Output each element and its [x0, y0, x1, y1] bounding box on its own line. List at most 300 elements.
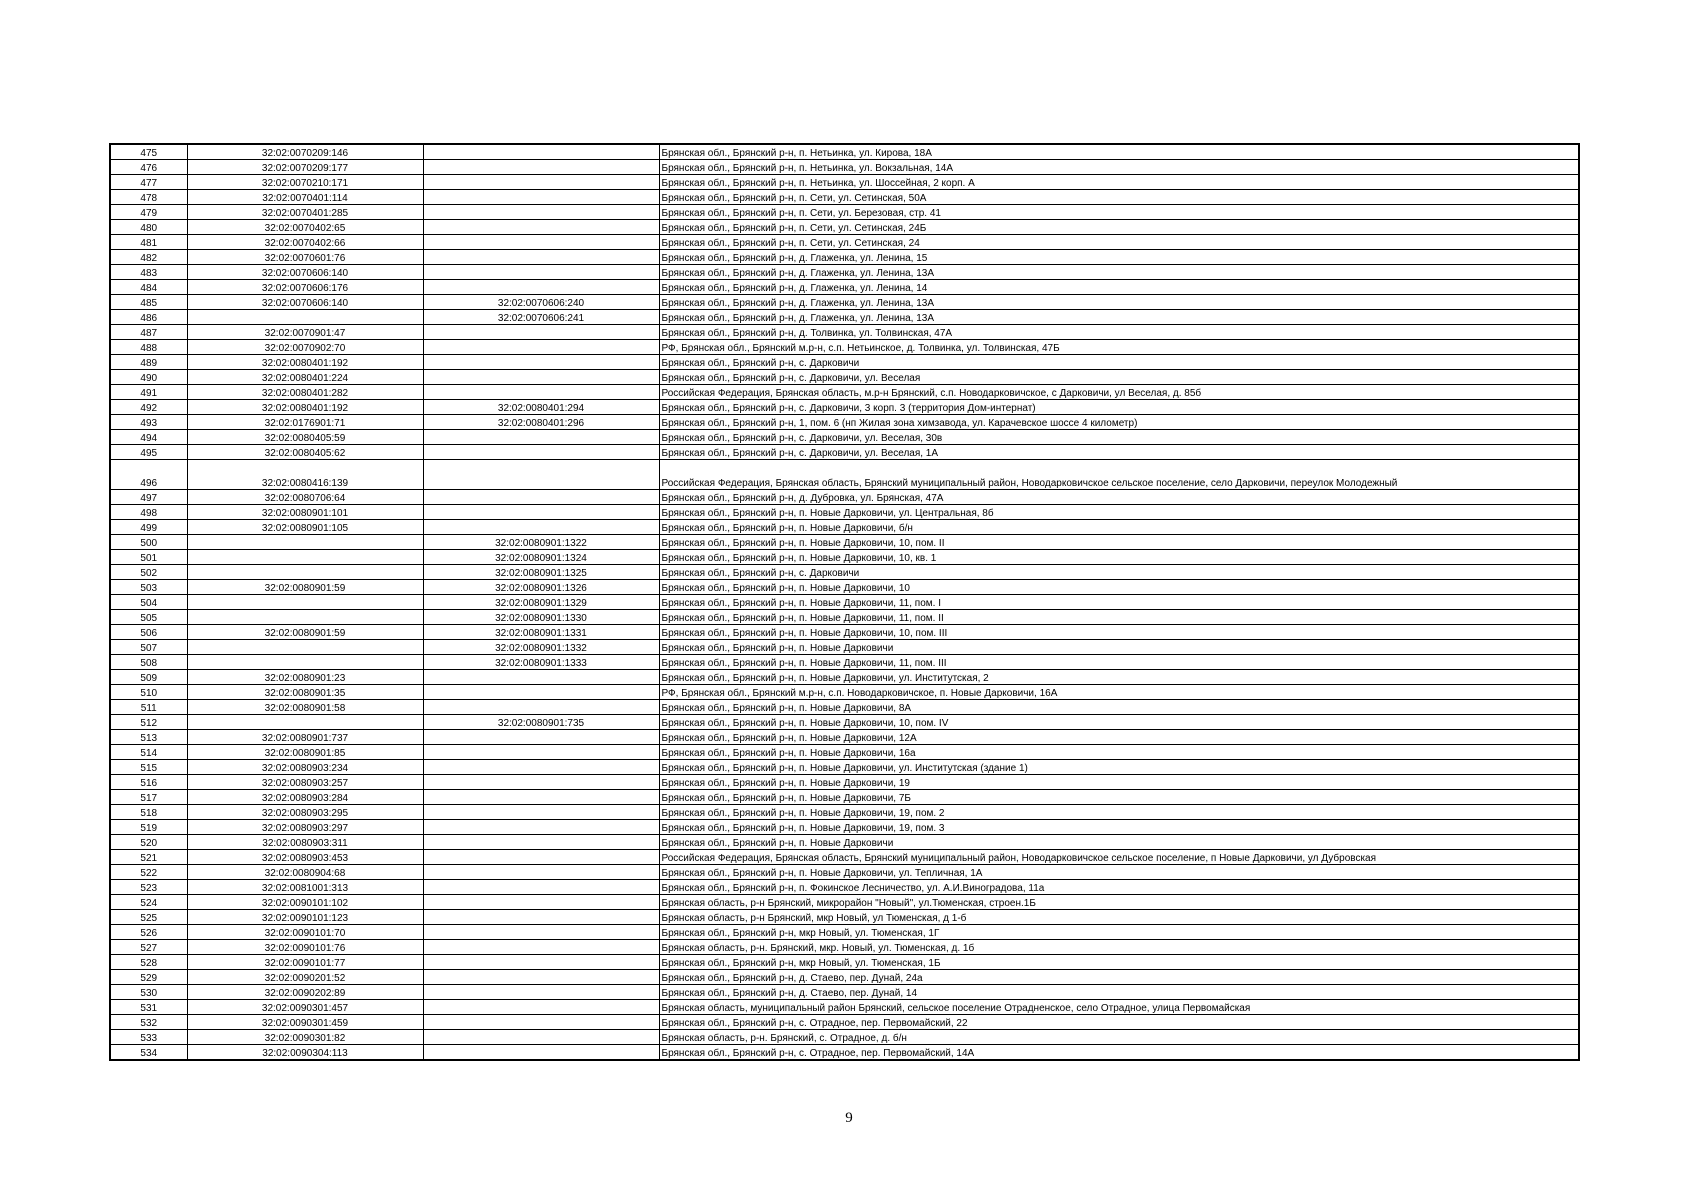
sub-cadastral-number-cell	[423, 1015, 659, 1030]
sub-cadastral-number-cell	[423, 280, 659, 295]
sub-cadastral-number-cell	[423, 370, 659, 385]
row-number-cell: 522	[110, 865, 187, 880]
address-cell: Брянская обл., Брянский р-н, п. Новые Дарковичи, 11, пом. III	[659, 655, 1579, 670]
address-cell: Брянская обл., Брянский р-н, п. Новые Дарковичи, 19	[659, 775, 1579, 790]
row-number-cell: 485	[110, 295, 187, 310]
cadastral-number-cell	[187, 655, 423, 670]
table-row	[110, 535, 1579, 550]
row-number-cell: 501	[110, 550, 187, 565]
address-cell: Брянская обл., Брянский р-н, мкр Новый, ул. Тюменская, 1Б	[659, 955, 1579, 970]
table-row	[110, 400, 1579, 415]
sub-cadastral-number-cell	[423, 460, 659, 490]
row-number-cell: 517	[110, 790, 187, 805]
cadastral-number-cell: 32:02:0090202:89	[187, 985, 423, 1000]
row-number-cell: 475	[110, 144, 187, 160]
sub-cadastral-number-cell: 32:02:0080901:1330	[423, 610, 659, 625]
row-number-cell: 505	[110, 610, 187, 625]
address-cell: Брянская обл., Брянский р-н, д. Глаженка, ул. Ленина, 14	[659, 280, 1579, 295]
table-row	[110, 850, 1579, 865]
address-cell: Брянская обл., Брянский р-н, с. Дарковичи, ул. Веселая, 1А	[659, 445, 1579, 460]
table-row	[110, 1015, 1579, 1030]
table-row	[110, 144, 1579, 160]
sub-cadastral-number-cell	[423, 940, 659, 955]
sub-cadastral-number-cell	[423, 805, 659, 820]
row-number-cell: 481	[110, 235, 187, 250]
table-row	[110, 565, 1579, 580]
cadastral-number-cell	[187, 640, 423, 655]
address-cell: Брянская обл., Брянский р-н, п. Новые Дарковичи, б/н	[659, 520, 1579, 535]
sub-cadastral-number-cell	[423, 505, 659, 520]
row-number-cell: 516	[110, 775, 187, 790]
table-row	[110, 880, 1579, 895]
address-cell: Брянская обл., Брянский р-н, п. Новые Дарковичи, 10, пом. IV	[659, 715, 1579, 730]
sub-cadastral-number-cell	[423, 250, 659, 265]
table-row	[110, 280, 1579, 295]
page-number: 9	[845, 1110, 853, 1126]
row-number-cell: 504	[110, 595, 187, 610]
address-cell: Брянская обл., Брянский р-н, п. Новые Дарковичи, 10, пом. III	[659, 625, 1579, 640]
row-number-cell: 521	[110, 850, 187, 865]
address-cell: Брянская обл., Брянский р-н, д. Глаженка, ул. Ленина, 13А	[659, 265, 1579, 280]
address-cell: Брянская обл., Брянский р-н, п. Новые Дарковичи, 16а	[659, 745, 1579, 760]
table-row	[110, 415, 1579, 430]
sub-cadastral-number-cell	[423, 955, 659, 970]
cadastral-number-cell: 32:02:0080901:58	[187, 700, 423, 715]
cadastral-number-cell: 32:02:0080901:737	[187, 730, 423, 745]
sub-cadastral-number-cell	[423, 1030, 659, 1045]
cadastral-number-cell: 32:02:0070210:171	[187, 175, 423, 190]
sub-cadastral-number-cell	[423, 895, 659, 910]
cadastral-number-cell: 32:02:0080903:295	[187, 805, 423, 820]
address-cell: Брянская обл., Брянский р-н, д. Дубровка, ул. Брянская, 47А	[659, 490, 1579, 505]
table-body	[110, 144, 1579, 1060]
sub-cadastral-number-cell	[423, 700, 659, 715]
cadastral-number-cell: 32:02:0070901:47	[187, 325, 423, 340]
address-cell: Брянская обл., Брянский р-н, с. Отрадное, пер. Первомайский, 22	[659, 1015, 1579, 1030]
table-row	[110, 235, 1579, 250]
cadastral-number-cell: 32:02:0080416:139	[187, 460, 423, 490]
row-number-cell: 526	[110, 925, 187, 940]
cadastral-number-cell: 32:02:0090101:70	[187, 925, 423, 940]
row-number-cell: 515	[110, 760, 187, 775]
address-cell: Брянская обл., Брянский р-н, д. Стаево, пер. Дунай, 14	[659, 985, 1579, 1000]
cadastral-number-cell: 32:02:0070209:177	[187, 160, 423, 175]
row-number-cell: 529	[110, 970, 187, 985]
cadastral-number-cell: 32:02:0090101:102	[187, 895, 423, 910]
row-number-cell: 476	[110, 160, 187, 175]
sub-cadastral-number-cell	[423, 685, 659, 700]
table-row	[110, 580, 1579, 595]
row-number-cell: 523	[110, 880, 187, 895]
sub-cadastral-number-cell	[423, 820, 659, 835]
cadastral-number-cell: 32:02:0090101:123	[187, 910, 423, 925]
table-row	[110, 640, 1579, 655]
address-cell: Брянская обл., Брянский р-н, п. Новые Дарковичи, 10, кв. 1	[659, 550, 1579, 565]
sub-cadastral-number-cell	[423, 775, 659, 790]
address-cell: РФ, Брянская обл., Брянский м.р-н, с.п. Нетьинское, д. Толвинка, ул. Толвинская, 47Б	[659, 340, 1579, 355]
address-cell: Брянская обл., Брянский р-н, д. Глаженка, ул. Ленина, 13А	[659, 295, 1579, 310]
address-cell: Брянская обл., Брянский р-н, п. Новые Дарковичи, 19, пом. 3	[659, 820, 1579, 835]
cadastral-number-cell: 32:02:0080901:105	[187, 520, 423, 535]
sub-cadastral-number-cell: 32:02:0080901:1326	[423, 580, 659, 595]
table-row	[110, 760, 1579, 775]
cadastral-number-cell: 32:02:0080901:35	[187, 685, 423, 700]
row-number-cell: 488	[110, 340, 187, 355]
cadastral-number-cell: 32:02:0090201:52	[187, 970, 423, 985]
cadastral-number-cell: 32:02:0090301:82	[187, 1030, 423, 1045]
address-cell: Брянская обл., Брянский р-н, п. Новые Дарковичи, 10	[659, 580, 1579, 595]
table-row	[110, 820, 1579, 835]
sub-cadastral-number-cell	[423, 445, 659, 460]
cadastral-number-cell: 32:02:0070402:65	[187, 220, 423, 235]
address-cell: Брянская обл., Брянский р-н, п. Новые Дарковичи, 11, пом. I	[659, 595, 1579, 610]
sub-cadastral-number-cell	[423, 925, 659, 940]
address-cell: Брянская обл., Брянский р-н, п. Новые Дарковичи, 8А	[659, 700, 1579, 715]
sub-cadastral-number-cell: 32:02:0080901:1329	[423, 595, 659, 610]
sub-cadastral-number-cell: 32:02:0070606:241	[423, 310, 659, 325]
cadastral-number-cell: 32:02:0080401:282	[187, 385, 423, 400]
address-cell: РФ, Брянская обл., Брянский м.р-н, с.п. Новодарковичское, п. Новые Дарковичи, 16А	[659, 685, 1579, 700]
table-row	[110, 355, 1579, 370]
sub-cadastral-number-cell	[423, 835, 659, 850]
table-row	[110, 940, 1579, 955]
property-registry-table	[109, 143, 1580, 1061]
table-row	[110, 895, 1579, 910]
sub-cadastral-number-cell	[423, 790, 659, 805]
address-cell: Брянская обл., Брянский р-н, п. Новые Дарковичи, 10, пом. II	[659, 535, 1579, 550]
row-number-cell: 512	[110, 715, 187, 730]
cadastral-number-cell: 32:02:0080901:85	[187, 745, 423, 760]
table-row	[110, 295, 1579, 310]
row-number-cell: 519	[110, 820, 187, 835]
cadastral-number-cell: 32:02:0070902:70	[187, 340, 423, 355]
table-row	[110, 955, 1579, 970]
row-number-cell: 525	[110, 910, 187, 925]
table-row	[110, 745, 1579, 760]
address-cell: Брянская обл., Брянский р-н, 1, пом. 6 (нп Жилая зона химзавода, ул. Карачевское шоссе 4 километр)	[659, 415, 1579, 430]
row-number-cell: 527	[110, 940, 187, 955]
sub-cadastral-number-cell	[423, 340, 659, 355]
address-cell: Брянская обл., Брянский р-н, д. Глаженка, ул. Ленина, 13А	[659, 310, 1579, 325]
sub-cadastral-number-cell: 32:02:0080401:294	[423, 400, 659, 415]
table-row	[110, 250, 1579, 265]
row-number-cell: 508	[110, 655, 187, 670]
row-number-cell: 494	[110, 430, 187, 445]
cadastral-number-cell: 32:02:0080401:192	[187, 355, 423, 370]
row-number-cell: 500	[110, 535, 187, 550]
table-row	[110, 325, 1579, 340]
cadastral-number-cell: 32:02:0090301:459	[187, 1015, 423, 1030]
sub-cadastral-number-cell	[423, 385, 659, 400]
table-row	[110, 595, 1579, 610]
cadastral-number-cell: 32:02:0080903:284	[187, 790, 423, 805]
table-row	[110, 655, 1579, 670]
table-row	[110, 340, 1579, 355]
sub-cadastral-number-cell	[423, 745, 659, 760]
table-row	[110, 775, 1579, 790]
table-row	[110, 805, 1579, 820]
table-row	[110, 610, 1579, 625]
row-number-cell: 482	[110, 250, 187, 265]
table-row	[110, 685, 1579, 700]
address-cell: Брянская область, р-н Брянский, мкр Новый, ул Тюменская, д 1-б	[659, 910, 1579, 925]
row-number-cell: 490	[110, 370, 187, 385]
address-cell: Брянская обл., Брянский р-н, д. Толвинка, ул. Толвинская, 47А	[659, 325, 1579, 340]
cadastral-number-cell: 32:02:0090101:76	[187, 940, 423, 955]
sub-cadastral-number-cell	[423, 1045, 659, 1061]
address-cell: Брянская область, р-н. Брянский, мкр. Новый, ул. Тюменская, д. 1б	[659, 940, 1579, 955]
row-number-cell: 479	[110, 205, 187, 220]
sub-cadastral-number-cell	[423, 520, 659, 535]
address-cell: Брянская обл., Брянский р-н, п. Новые Дарковичи, 12А	[659, 730, 1579, 745]
sub-cadastral-number-cell	[423, 985, 659, 1000]
address-cell: Брянская обл., Брянский р-н, п. Новые Дарковичи, ул. Институтская, 2	[659, 670, 1579, 685]
table-row	[110, 715, 1579, 730]
row-number-cell: 484	[110, 280, 187, 295]
cadastral-number-cell: 32:02:0080903:257	[187, 775, 423, 790]
cadastral-number-cell	[187, 565, 423, 580]
table-row	[110, 160, 1579, 175]
row-number-cell: 480	[110, 220, 187, 235]
sub-cadastral-number-cell	[423, 355, 659, 370]
cadastral-number-cell: 32:02:0080401:224	[187, 370, 423, 385]
row-number-cell: 506	[110, 625, 187, 640]
sub-cadastral-number-cell: 32:02:0080401:296	[423, 415, 659, 430]
address-cell: Брянская область, р-н Брянский, микрорайон "Новый", ул.Тюменская, строен.1Б	[659, 895, 1579, 910]
cadastral-number-cell: 32:02:0176901:71	[187, 415, 423, 430]
address-cell: Брянская обл., Брянский р-н, п. Сети, ул. Сетинская, 24	[659, 235, 1579, 250]
cadastral-number-cell: 32:02:0080903:297	[187, 820, 423, 835]
table-row	[110, 430, 1579, 445]
row-number-cell: 524	[110, 895, 187, 910]
row-number-cell: 502	[110, 565, 187, 580]
address-cell: Брянская область, муниципальный район Брянский, сельское поселение Отрадненское, село Отрадное, улица Первомайская	[659, 1000, 1579, 1015]
row-number-cell: 534	[110, 1045, 187, 1061]
row-number-cell: 483	[110, 265, 187, 280]
address-cell: Брянская обл., Брянский р-н, с. Дарковичи	[659, 355, 1579, 370]
table-row	[110, 175, 1579, 190]
table-row	[110, 1045, 1579, 1061]
cadastral-number-cell: 32:02:0080903:311	[187, 835, 423, 850]
table-row	[110, 190, 1579, 205]
cadastral-number-cell: 32:02:0090101:77	[187, 955, 423, 970]
address-cell: Российская Федерация, Брянская область, м.р-н Брянский, с.п. Новодарковичское, с Дарковичи, ул Веселая, д. 85б	[659, 385, 1579, 400]
cadastral-number-cell: 32:02:0080904:68	[187, 865, 423, 880]
sub-cadastral-number-cell: 32:02:0080901:1333	[423, 655, 659, 670]
address-cell: Брянская обл., Брянский р-н, с. Дарковичи	[659, 565, 1579, 580]
row-number-cell: 499	[110, 520, 187, 535]
cadastral-number-cell: 32:02:0080901:101	[187, 505, 423, 520]
row-number-cell: 507	[110, 640, 187, 655]
table-row	[110, 1000, 1579, 1015]
row-number-cell: 528	[110, 955, 187, 970]
cadastral-number-cell: 32:02:0081001:313	[187, 880, 423, 895]
cadastral-number-cell: 32:02:0090304:113	[187, 1045, 423, 1061]
table-row	[110, 790, 1579, 805]
table-row	[110, 460, 1579, 490]
address-cell: Брянская обл., Брянский р-н, п. Нетьинка, ул. Кирова, 18А	[659, 144, 1579, 160]
row-number-cell: 477	[110, 175, 187, 190]
table-row	[110, 700, 1579, 715]
row-number-cell: 511	[110, 700, 187, 715]
cadastral-number-cell	[187, 310, 423, 325]
address-cell: Брянская обл., Брянский р-н, с. Дарковичи, ул. Веселая, 30в	[659, 430, 1579, 445]
table-row	[110, 985, 1579, 1000]
sub-cadastral-number-cell	[423, 970, 659, 985]
row-number-cell: 487	[110, 325, 187, 340]
table-row	[110, 220, 1579, 235]
address-cell: Брянская обл., Брянский р-н, п. Новые Дарковичи	[659, 835, 1579, 850]
sub-cadastral-number-cell	[423, 235, 659, 250]
table-row	[110, 670, 1579, 685]
sub-cadastral-number-cell	[423, 175, 659, 190]
cadastral-number-cell: 32:02:0070606:140	[187, 265, 423, 280]
address-cell: Брянская обл., Брянский р-н, д. Стаево, пер. Дунай, 24а	[659, 970, 1579, 985]
table-row	[110, 910, 1579, 925]
sub-cadastral-number-cell	[423, 265, 659, 280]
address-cell: Брянская обл., Брянский р-н, с. Дарковичи, 3 корп. 3 (территория Дом-интернат)	[659, 400, 1579, 415]
cadastral-number-cell: 32:02:0070606:140	[187, 295, 423, 310]
sub-cadastral-number-cell	[423, 144, 659, 160]
address-cell: Брянская обл., Брянский р-н, мкр Новый, ул. Тюменская, 1Г	[659, 925, 1579, 940]
address-cell: Брянская обл., Брянский р-н, п. Новые Дарковичи, ул. Институтская (здание 1)	[659, 760, 1579, 775]
cadastral-number-cell: 32:02:0080901:59	[187, 625, 423, 640]
address-cell: Брянская обл., Брянский р-н, п. Новые Дарковичи, 19, пом. 2	[659, 805, 1579, 820]
cadastral-number-cell: 32:02:0070209:146	[187, 144, 423, 160]
address-cell: Брянская область, р-н. Брянский, с. Отрадное, д. б/н	[659, 1030, 1579, 1045]
row-number-cell: 510	[110, 685, 187, 700]
row-number-cell: 518	[110, 805, 187, 820]
cadastral-number-cell: 32:02:0080901:59	[187, 580, 423, 595]
cadastral-number-cell	[187, 550, 423, 565]
sub-cadastral-number-cell	[423, 730, 659, 745]
table-row	[110, 310, 1579, 325]
sub-cadastral-number-cell	[423, 670, 659, 685]
table-row	[110, 205, 1579, 220]
row-number-cell: 503	[110, 580, 187, 595]
cadastral-number-cell: 32:02:0080901:23	[187, 670, 423, 685]
cadastral-number-cell: 32:02:0070402:66	[187, 235, 423, 250]
address-cell: Брянская обл., Брянский р-н, п. Новые Дарковичи, ул. Тепличная, 1А	[659, 865, 1579, 880]
sub-cadastral-number-cell: 32:02:0080901:1325	[423, 565, 659, 580]
address-cell: Брянская обл., Брянский р-н, п. Новые Дарковичи, 11, пом. II	[659, 610, 1579, 625]
row-number-cell: 530	[110, 985, 187, 1000]
table-row	[110, 970, 1579, 985]
table-row	[110, 550, 1579, 565]
table-row	[110, 385, 1579, 400]
address-cell: Брянская обл., Брянский р-н, п. Новые Дарковичи, 7Б	[659, 790, 1579, 805]
cadastral-number-cell	[187, 715, 423, 730]
address-cell: Брянская обл., Брянский р-н, с. Отрадное, пер. Первомайский, 14А	[659, 1045, 1579, 1061]
row-number-cell: 491	[110, 385, 187, 400]
row-number-cell: 532	[110, 1015, 187, 1030]
address-cell: Брянская обл., Брянский р-н, п. Сети, ул. Сетинская, 50А	[659, 190, 1579, 205]
cadastral-number-cell: 32:02:0080401:192	[187, 400, 423, 415]
address-cell: Российская Федерация, Брянская область, Брянский муниципальный район, Новодарковичское сельское поселение, п Новые Дарковичи, ул Дубровская	[659, 850, 1579, 865]
row-number-cell: 486	[110, 310, 187, 325]
cadastral-number-cell: 32:02:0070606:176	[187, 280, 423, 295]
sub-cadastral-number-cell: 32:02:0080901:1322	[423, 535, 659, 550]
sub-cadastral-number-cell	[423, 490, 659, 505]
row-number-cell: 513	[110, 730, 187, 745]
address-cell: Брянская обл., Брянский р-н, п. Новые Дарковичи, ул. Центральная, 8б	[659, 505, 1579, 520]
table-row	[110, 445, 1579, 460]
table-row	[110, 835, 1579, 850]
row-number-cell: 498	[110, 505, 187, 520]
table-row	[110, 490, 1579, 505]
sub-cadastral-number-cell	[423, 910, 659, 925]
table-row	[110, 925, 1579, 940]
row-number-cell: 478	[110, 190, 187, 205]
sub-cadastral-number-cell	[423, 190, 659, 205]
address-cell: Брянская обл., Брянский р-н, с. Дарковичи, ул. Веселая	[659, 370, 1579, 385]
address-cell: Брянская обл., Брянский р-н, д. Глаженка, ул. Ленина, 15	[659, 250, 1579, 265]
row-number-cell: 492	[110, 400, 187, 415]
cadastral-number-cell: 32:02:0070601:76	[187, 250, 423, 265]
table-row	[110, 730, 1579, 745]
row-number-cell: 495	[110, 445, 187, 460]
row-number-cell: 514	[110, 745, 187, 760]
table-row	[110, 625, 1579, 640]
sub-cadastral-number-cell	[423, 220, 659, 235]
table-row	[110, 265, 1579, 280]
sub-cadastral-number-cell	[423, 865, 659, 880]
row-number-cell: 489	[110, 355, 187, 370]
sub-cadastral-number-cell	[423, 850, 659, 865]
table-row	[110, 520, 1579, 535]
cadastral-number-cell: 32:02:0090301:457	[187, 1000, 423, 1015]
sub-cadastral-number-cell: 32:02:0080901:1324	[423, 550, 659, 565]
sub-cadastral-number-cell	[423, 760, 659, 775]
cadastral-number-cell: 32:02:0070401:285	[187, 205, 423, 220]
address-cell: Брянская обл., Брянский р-н, п. Нетьинка, ул. Шоссейная, 2 корп. А	[659, 175, 1579, 190]
row-number-cell: 497	[110, 490, 187, 505]
cadastral-number-cell: 32:02:0080903:453	[187, 850, 423, 865]
cadastral-number-cell	[187, 595, 423, 610]
table-row	[110, 370, 1579, 385]
sub-cadastral-number-cell	[423, 205, 659, 220]
row-number-cell: 520	[110, 835, 187, 850]
sub-cadastral-number-cell	[423, 160, 659, 175]
table-row	[110, 505, 1579, 520]
cadastral-number-cell: 32:02:0080706:64	[187, 490, 423, 505]
cadastral-number-cell: 32:02:0080903:234	[187, 760, 423, 775]
sub-cadastral-number-cell: 32:02:0080901:1331	[423, 625, 659, 640]
cadastral-number-cell: 32:02:0080405:59	[187, 430, 423, 445]
table-row	[110, 1030, 1579, 1045]
row-number-cell: 531	[110, 1000, 187, 1015]
cadastral-number-cell	[187, 610, 423, 625]
row-number-cell: 509	[110, 670, 187, 685]
address-cell: Брянская обл., Брянский р-н, п. Сети, ул. Березовая, стр. 41	[659, 205, 1579, 220]
sub-cadastral-number-cell: 32:02:0080901:735	[423, 715, 659, 730]
address-cell: Российская Федерация, Брянская область, Брянский муниципальный район, Новодарковичское сельское поселение, село Дарковичи, переулок Молодежный	[659, 460, 1579, 490]
sub-cadastral-number-cell	[423, 880, 659, 895]
address-cell: Брянская обл., Брянский р-н, п. Сети, ул. Сетинская, 24Б	[659, 220, 1579, 235]
sub-cadastral-number-cell: 32:02:0080901:1332	[423, 640, 659, 655]
sub-cadastral-number-cell	[423, 1000, 659, 1015]
sub-cadastral-number-cell	[423, 430, 659, 445]
sub-cadastral-number-cell: 32:02:0070606:240	[423, 295, 659, 310]
address-cell: Брянская обл., Брянский р-н, п. Фокинское Лесничество, ул. А.И.Виноградова, 11а	[659, 880, 1579, 895]
row-number-cell: 533	[110, 1030, 187, 1045]
address-cell: Брянская обл., Брянский р-н, п. Новые Дарковичи	[659, 640, 1579, 655]
cadastral-number-cell: 32:02:0080405:62	[187, 445, 423, 460]
cadastral-number-cell	[187, 535, 423, 550]
address-cell: Брянская обл., Брянский р-н, п. Нетьинка, ул. Вокзальная, 14А	[659, 160, 1579, 175]
row-number-cell: 493	[110, 415, 187, 430]
sub-cadastral-number-cell	[423, 325, 659, 340]
